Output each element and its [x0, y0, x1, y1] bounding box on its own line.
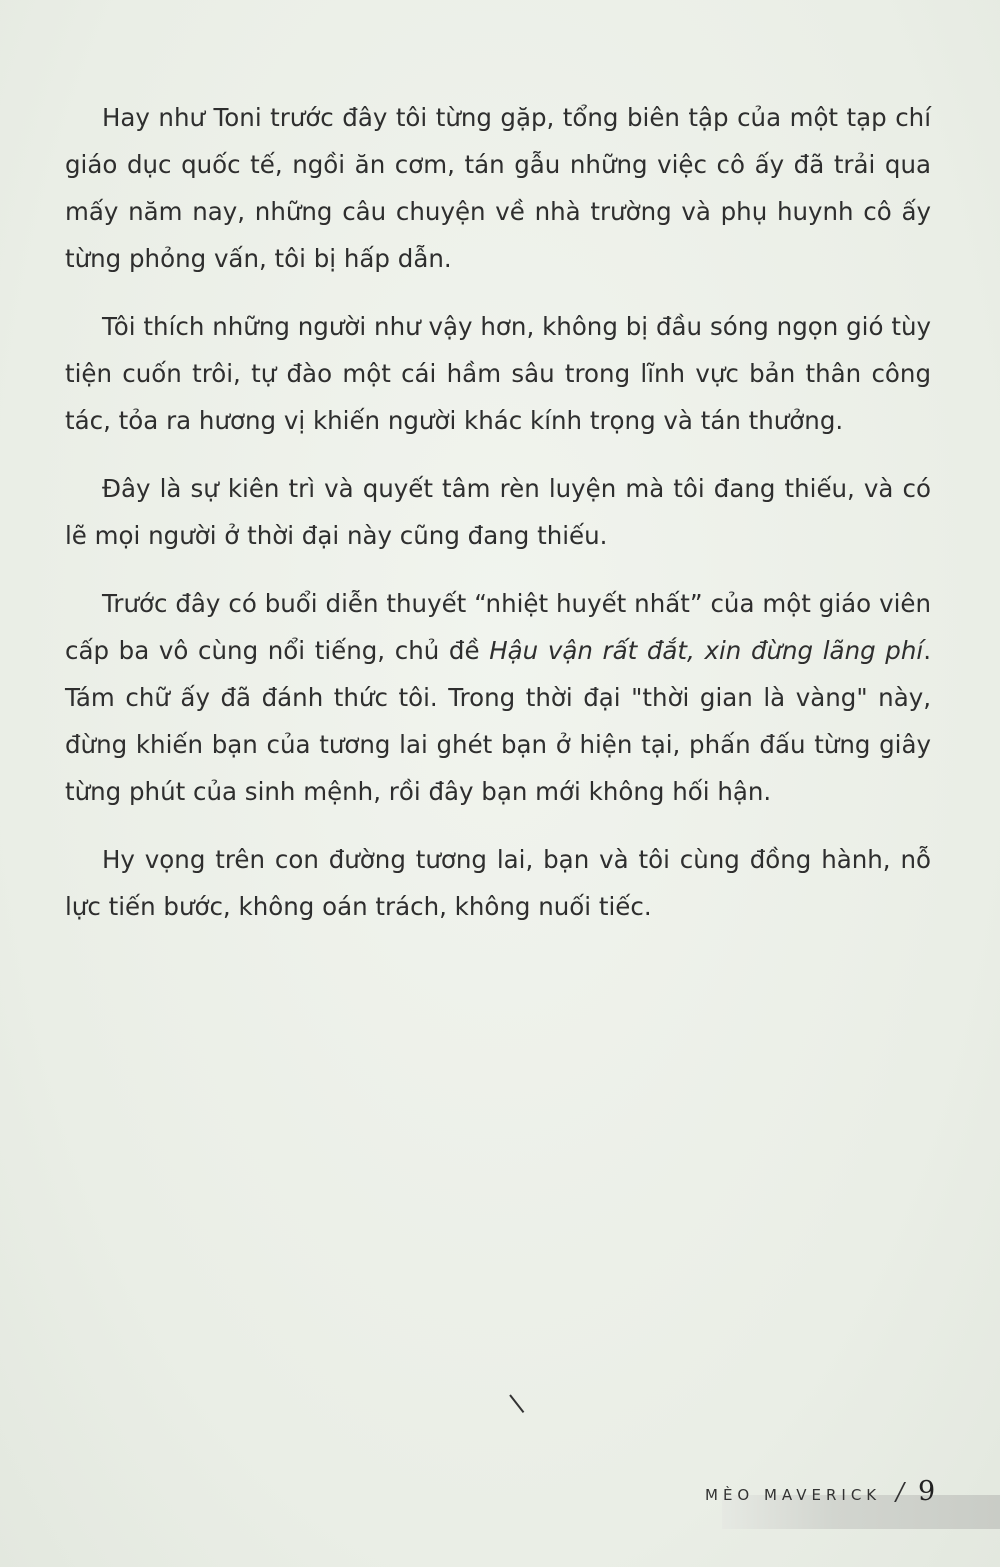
page-number: 9	[918, 1476, 936, 1507]
paragraph-1: Hay như Toni trước đây tôi từng gặp, tổng biên tập của một tạp chí giáo dục quốc tế, ngồi ăn cơm, tán gẫu những việc cô ấy đã trải qua mấy năm nay, những câu chuyện về nhà trường và phụ huynh cô ấy từng phỏng vấn, tôi bị hấp dẫn.	[65, 103, 931, 273]
running-footer-author: MÈO MAVERICK	[705, 1486, 882, 1504]
paragraph-4-text-start: Trước đây có buổi diễn thuyết “nhiệt huyết nhất” của một giáo viên cấp ba vô cùng nổi tiếng, chủ đề	[65, 589, 931, 665]
paragraph-4	[65, 580, 931, 815]
paragraph-5: Hy vọng trên con đường tương lai, bạn và tôi cùng đồng hành, nỗ lực tiến bước, không oán trách, không nuối tiếc.	[65, 845, 931, 921]
paragraph-4-text-end: . Tám chữ ấy đã đánh thức tôi. Trong thời đại "thời gian là vàng" này, đừng khiến bạn của tương lai ghét bạn ở hiện tại, phấn đấu từng giây từng phút của sinh mệnh, rồi đây bạn mới không hối hận.	[65, 636, 931, 806]
paragraph-3: Đây là sự kiên trì và quyết tâm rèn luyện mà tôi đang thiếu, và có lẽ mọi người ở thời đại này cũng đang thiếu.	[65, 474, 931, 550]
body-text	[65, 94, 931, 951]
speech-title: Hậu vận rất đắt, xin đừng lãng phí	[489, 636, 924, 665]
paragraph-2: Tôi thích những người như vậy hơn, không bị đầu sóng ngọn gió tùy tiện cuốn trôi, tự đào một cái hầm sâu trong lĩnh vực bản thân công tác, tỏa ra hương vị khiến người khác kính trọng và tán thưởng.	[65, 312, 931, 435]
stray-ink-mark	[509, 1394, 524, 1413]
footer-separator: /	[896, 1478, 905, 1506]
